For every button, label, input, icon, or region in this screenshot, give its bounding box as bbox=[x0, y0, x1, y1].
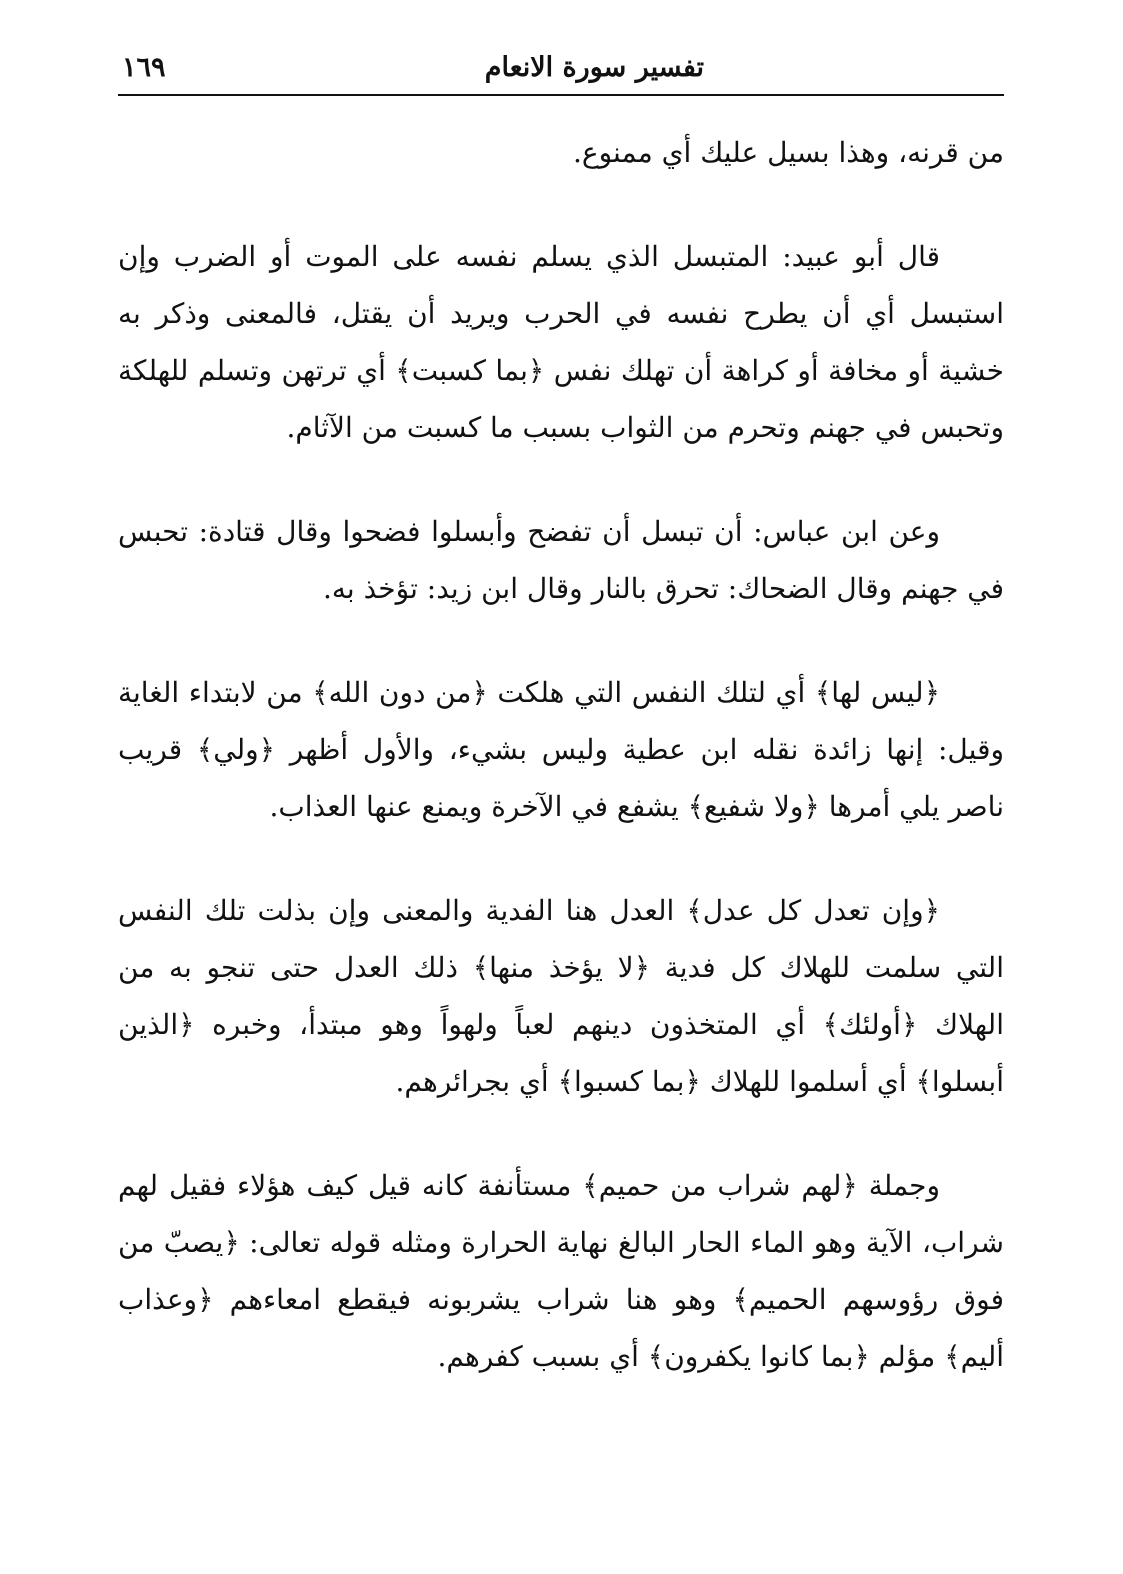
paragraph-abu-ubaid: قال أبو عبيد: المتبسل الذي يسلم نفسه على الموت أو الضرب وإن استبسل أي أن يطرح نفسه في الحرب ويريد أن يقتل، فالمعنى وذكر به خشية أو مخافة أو كراهة أن تهلك نفس ﴿بما كسبت﴾ أي ترتهن وتسلم للهلكة وتحبس في جهنم وتحرم من الثواب بسبب ما كسبت من الآثام. bbox=[118, 240, 1004, 444]
running-title: تفسير سورة الانعام bbox=[484, 52, 704, 83]
paragraph-wa-in-tadil: ﴿وإن تعدل كل عدل﴾ العدل هنا الفدية والمعنى وإن بذلت تلك النفس التي سلمت للهلاك كل فدية ﴿لا يؤخذ منها﴾ ذلك العدل حتى تنجو به من الهلاك ﴿أولئك﴾ أي المتخذون دينهم لعباً ولهواً وهو مبتدأ، وخبره ﴿الذين أبسلوا﴾ أي أسلموا للهلاك ﴿بما كسبوا﴾ أي بجرائرهم. bbox=[118, 894, 1004, 1098]
page-number: ١٦٩ bbox=[122, 52, 166, 83]
body-text bbox=[118, 124, 1004, 1385]
paragraph-lahum-sharab: وجملة ﴿لهم شراب من حميم﴾ مستأنفة كانه قيل كيف هؤلاء فقيل لهم شراب، الآية وهو الماء الحار البالغ نهاية الحرارة ومثله قوله تعالى: ﴿يصبّ من فوق رؤوسهم الحميم﴾ وهو هنا شراب يشربونه فيقطع امعاءهم ﴿وعذاب أليم﴾ مؤلم ﴿بما كانوا يكفرون﴾ أي بسبب كفرهم. bbox=[118, 1169, 1005, 1373]
page-header bbox=[118, 40, 1004, 96]
paragraph-laysa-laha: ﴿ليس لها﴾ أي لتلك النفس التي هلكت ﴿من دون الله﴾ من لابتداء الغاية وقيل: إنها زائدة نقله ابن عطية وليس بشيء، والأول أظهر ﴿ولي﴾ قريب ناصر يلي أمرها ﴿ولا شفيع﴾ يشفع في الآخرة ويمنع عنها العذاب. bbox=[118, 676, 1004, 823]
document-page bbox=[118, 40, 1004, 1540]
paragraph-continuation: من قرنه، وهذا بسيل عليك أي ممنوع. bbox=[572, 136, 1004, 169]
paragraph-ibn-abbas: وعن ابن عباس: أن تبسل أن تفضح وأبسلوا فضحوا وقال قتادة: تحبس في جهنم وقال الضحاك: تحرق بالنار وقال ابن زيد: تؤخذ به. bbox=[118, 515, 1004, 605]
